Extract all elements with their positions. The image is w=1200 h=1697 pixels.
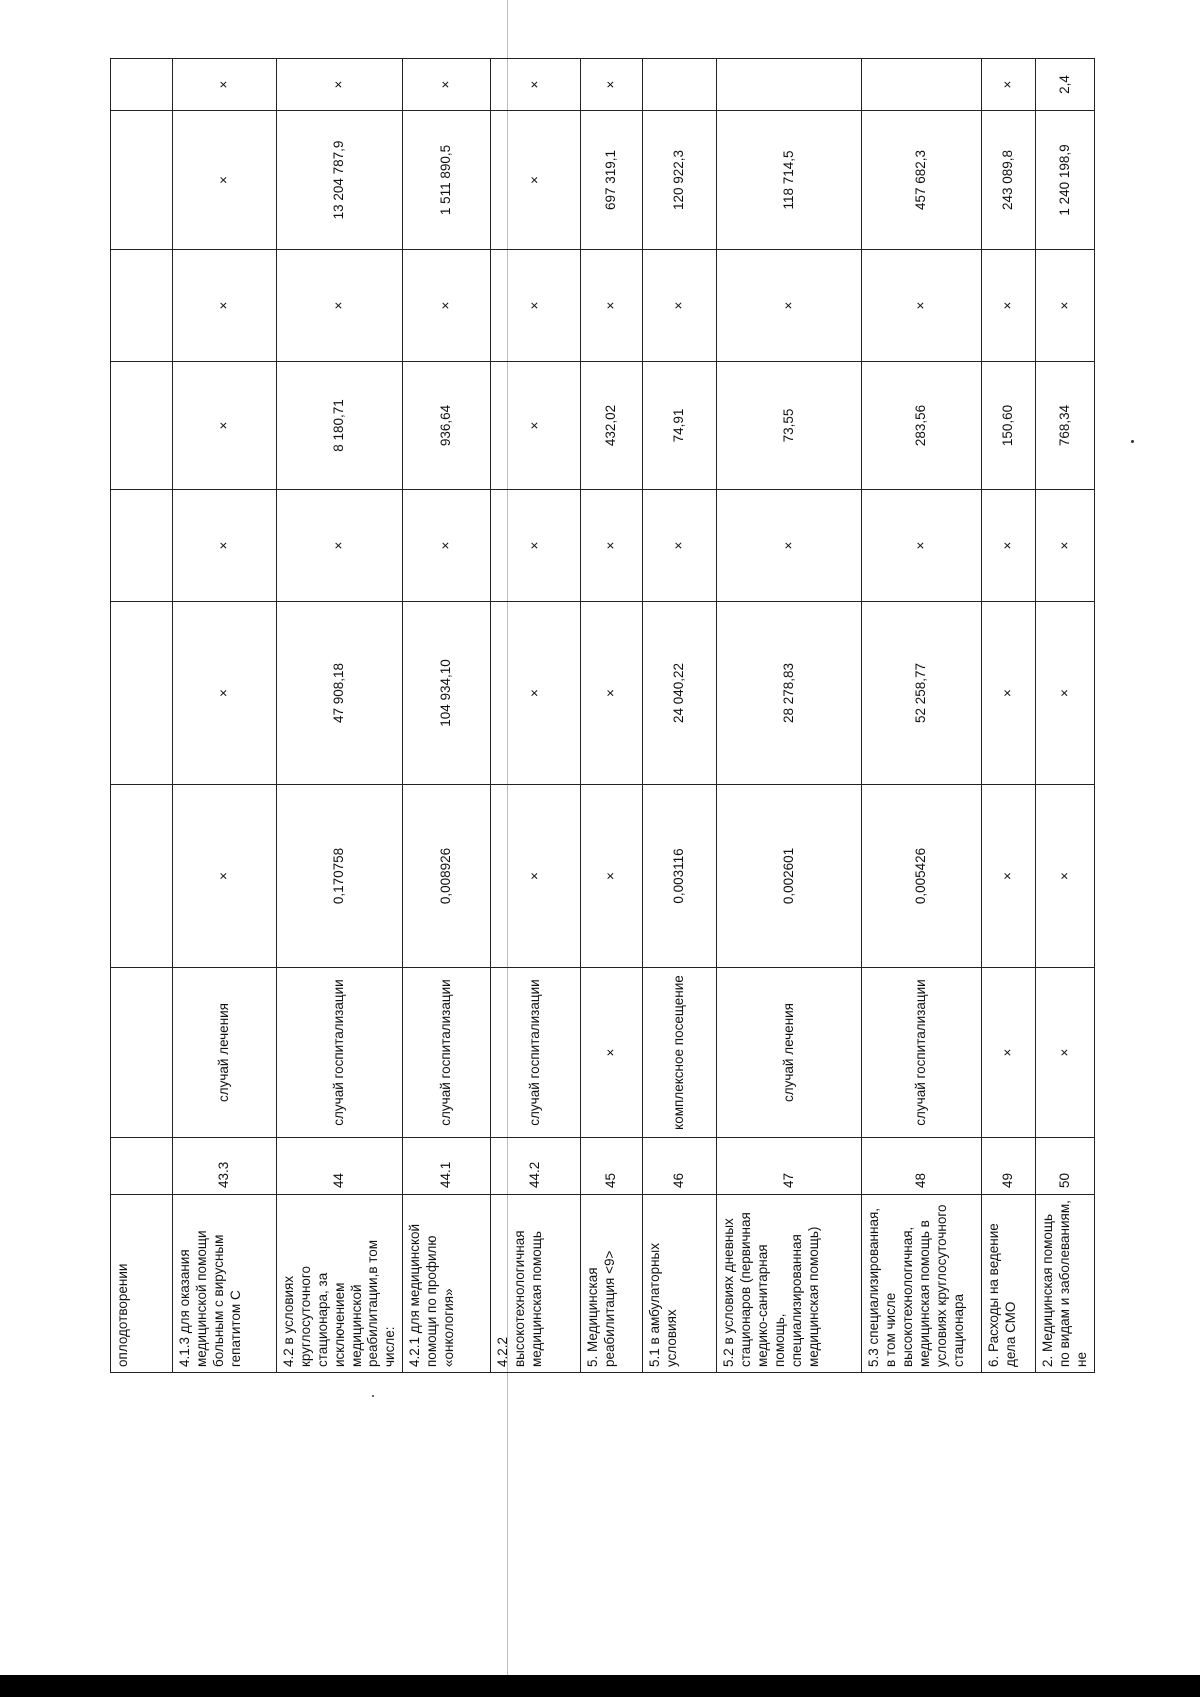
row-code: 47 [717, 1138, 862, 1195]
financing-table [110, 58, 1095, 1373]
row-name: 4.1.3 для оказания медицинской помощи больным с вирусным гепатитом С [173, 1195, 277, 1373]
oms-total-cell: 118 714,5 [717, 111, 862, 250]
budget-total-cell: × [581, 250, 643, 362]
row-name: 4.2.1 для медицинской помощи по профилю «онкология» [403, 1195, 491, 1373]
percent-cell [862, 59, 982, 111]
unit-cell: случай госпитализации [862, 968, 982, 1138]
table-row [581, 59, 643, 1373]
row-code: 43.3 [173, 1138, 277, 1195]
row-name: оплодотворении [111, 1195, 173, 1373]
budget-total-cell: × [643, 250, 717, 362]
row-code: 48 [862, 1138, 982, 1195]
row-name: 6. Расходы на ведение дела СМО [982, 1195, 1036, 1373]
cost-cell: × [1036, 602, 1095, 785]
percent-cell: × [403, 59, 491, 111]
cost-cell: 52 258,77 [862, 602, 982, 785]
cost-cell: × [491, 602, 581, 785]
percent-cell: × [982, 59, 1036, 111]
oms-total-cell: 13 204 787,9 [277, 111, 403, 250]
row-code: 44 [277, 1138, 403, 1195]
oms-per-capita-cell: 283,56 [862, 362, 982, 490]
table-row [1036, 59, 1095, 1373]
oms-total-cell: × [491, 111, 581, 250]
row-code [111, 1138, 173, 1195]
unit-cell: × [1036, 968, 1095, 1138]
volume-cell: 0,008926 [403, 785, 491, 968]
scan-speck [1131, 440, 1134, 443]
volume-cell: × [982, 785, 1036, 968]
volume-cell [111, 785, 173, 968]
budget-per-capita-cell: × [862, 490, 982, 602]
table-row [643, 59, 717, 1373]
cost-cell: × [581, 602, 643, 785]
volume-cell: × [1036, 785, 1095, 968]
budget-per-capita-cell: × [491, 490, 581, 602]
row-code: 49 [982, 1138, 1036, 1195]
percent-cell: × [581, 59, 643, 111]
budget-per-capita-cell [111, 490, 173, 602]
row-name: 2. Медицинская помощь по видам и заболеваниям, не [1036, 1195, 1095, 1373]
budget-per-capita-cell: × [717, 490, 862, 602]
unit-cell: комплексное посещение [643, 968, 717, 1138]
volume-cell: × [173, 785, 277, 968]
cost-cell [111, 602, 173, 785]
budget-total-cell: × [862, 250, 982, 362]
table-row [111, 59, 173, 1373]
budget-total-cell [111, 250, 173, 362]
row-code: 44.2 [491, 1138, 581, 1195]
oms-per-capita-cell: × [491, 362, 581, 490]
cost-cell: × [173, 602, 277, 785]
budget-total-cell: × [1036, 250, 1095, 362]
oms-total-cell: 120 922,3 [643, 111, 717, 250]
row-name: 5. Медицинская реабилитация <9> [581, 1195, 643, 1373]
oms-total-cell: 457 682,3 [862, 111, 982, 250]
budget-total-cell: × [717, 250, 862, 362]
budget-total-cell: × [982, 250, 1036, 362]
unit-cell: случай госпитализации [277, 968, 403, 1138]
row-name: 5.2 в условиях дневных стационаров (первичная медико-санитарная помощь, специализированная медицинская помощь) [717, 1195, 862, 1373]
oms-total-cell: 1 240 198,9 [1036, 111, 1095, 250]
budget-per-capita-cell: × [982, 490, 1036, 602]
oms-total-cell: 697 319,1 [581, 111, 643, 250]
oms-total-cell: × [173, 111, 277, 250]
oms-total-cell: 243 089,8 [982, 111, 1036, 250]
budget-per-capita-cell: × [277, 490, 403, 602]
cost-cell: 104 934,10 [403, 602, 491, 785]
volume-cell: 0,005426 [862, 785, 982, 968]
cost-cell: 24 040,22 [643, 602, 717, 785]
row-code: 46 [643, 1138, 717, 1195]
table-row [173, 59, 277, 1373]
budget-per-capita-cell: × [643, 490, 717, 602]
budget-total-cell: × [403, 250, 491, 362]
percent-cell [111, 59, 173, 111]
budget-per-capita-cell: × [403, 490, 491, 602]
oms-per-capita-cell: 432,02 [581, 362, 643, 490]
volume-cell: 0,170758 [277, 785, 403, 968]
unit-cell: случай лечения [717, 968, 862, 1138]
budget-per-capita-cell: × [581, 490, 643, 602]
oms-per-capita-cell: 73,55 [717, 362, 862, 490]
budget-total-cell: × [173, 250, 277, 362]
percent-cell [643, 59, 717, 111]
row-code: 50 [1036, 1138, 1095, 1195]
table-row [403, 59, 491, 1373]
volume-cell: 0,003116 [643, 785, 717, 968]
unit-cell: случай госпитализации [491, 968, 581, 1138]
row-code: 44.1 [403, 1138, 491, 1195]
percent-cell: 2,4 [1036, 59, 1095, 111]
oms-total-cell: 1 511 890,5 [403, 111, 491, 250]
percent-cell: × [277, 59, 403, 111]
row-name: 4.2.2 высокотехнологичная медицинская помощь [491, 1195, 581, 1373]
oms-total-cell [111, 111, 173, 250]
table-row [862, 59, 982, 1373]
unit-cell: × [581, 968, 643, 1138]
budget-per-capita-cell: × [173, 490, 277, 602]
percent-cell: × [173, 59, 277, 111]
cost-cell: 47 908,18 [277, 602, 403, 785]
scan-bottom-edge [0, 1675, 1200, 1697]
oms-per-capita-cell: 768,34 [1036, 362, 1095, 490]
cost-cell: × [982, 602, 1036, 785]
budget-total-cell: × [277, 250, 403, 362]
volume-cell: × [581, 785, 643, 968]
row-code: 45 [581, 1138, 643, 1195]
oms-per-capita-cell [111, 362, 173, 490]
oms-per-capita-cell: 8 180,71 [277, 362, 403, 490]
rotated-page [110, 75, 1089, 1373]
table-row [982, 59, 1036, 1373]
unit-cell [111, 968, 173, 1138]
cost-cell: 28 278,83 [717, 602, 862, 785]
unit-cell: × [982, 968, 1036, 1138]
oms-per-capita-cell: 936,64 [403, 362, 491, 490]
percent-cell: × [491, 59, 581, 111]
row-name: 4.2 в условиях круглосуточного стационара, за исключением медицинской реабилитации,в том числе: [277, 1195, 403, 1373]
table-row [717, 59, 862, 1373]
table-row [491, 59, 581, 1373]
volume-cell: 0,002601 [717, 785, 862, 968]
scan-speck [372, 1395, 374, 1397]
oms-per-capita-cell: × [173, 362, 277, 490]
budget-total-cell: × [491, 250, 581, 362]
row-name: 5.3 специализированная, в том числе высокотехнологичная, медицинская помощь в условиях круглосуточного стационара [862, 1195, 982, 1373]
table-row [277, 59, 403, 1373]
oms-per-capita-cell: 74,91 [643, 362, 717, 490]
row-name: 5.1 в амбулаторных условиях [643, 1195, 717, 1373]
oms-per-capita-cell: 150,60 [982, 362, 1036, 490]
unit-cell: случай лечения [173, 968, 277, 1138]
unit-cell: случай госпитализации [403, 968, 491, 1138]
budget-per-capita-cell: × [1036, 490, 1095, 602]
volume-cell: × [491, 785, 581, 968]
percent-cell [717, 59, 862, 111]
